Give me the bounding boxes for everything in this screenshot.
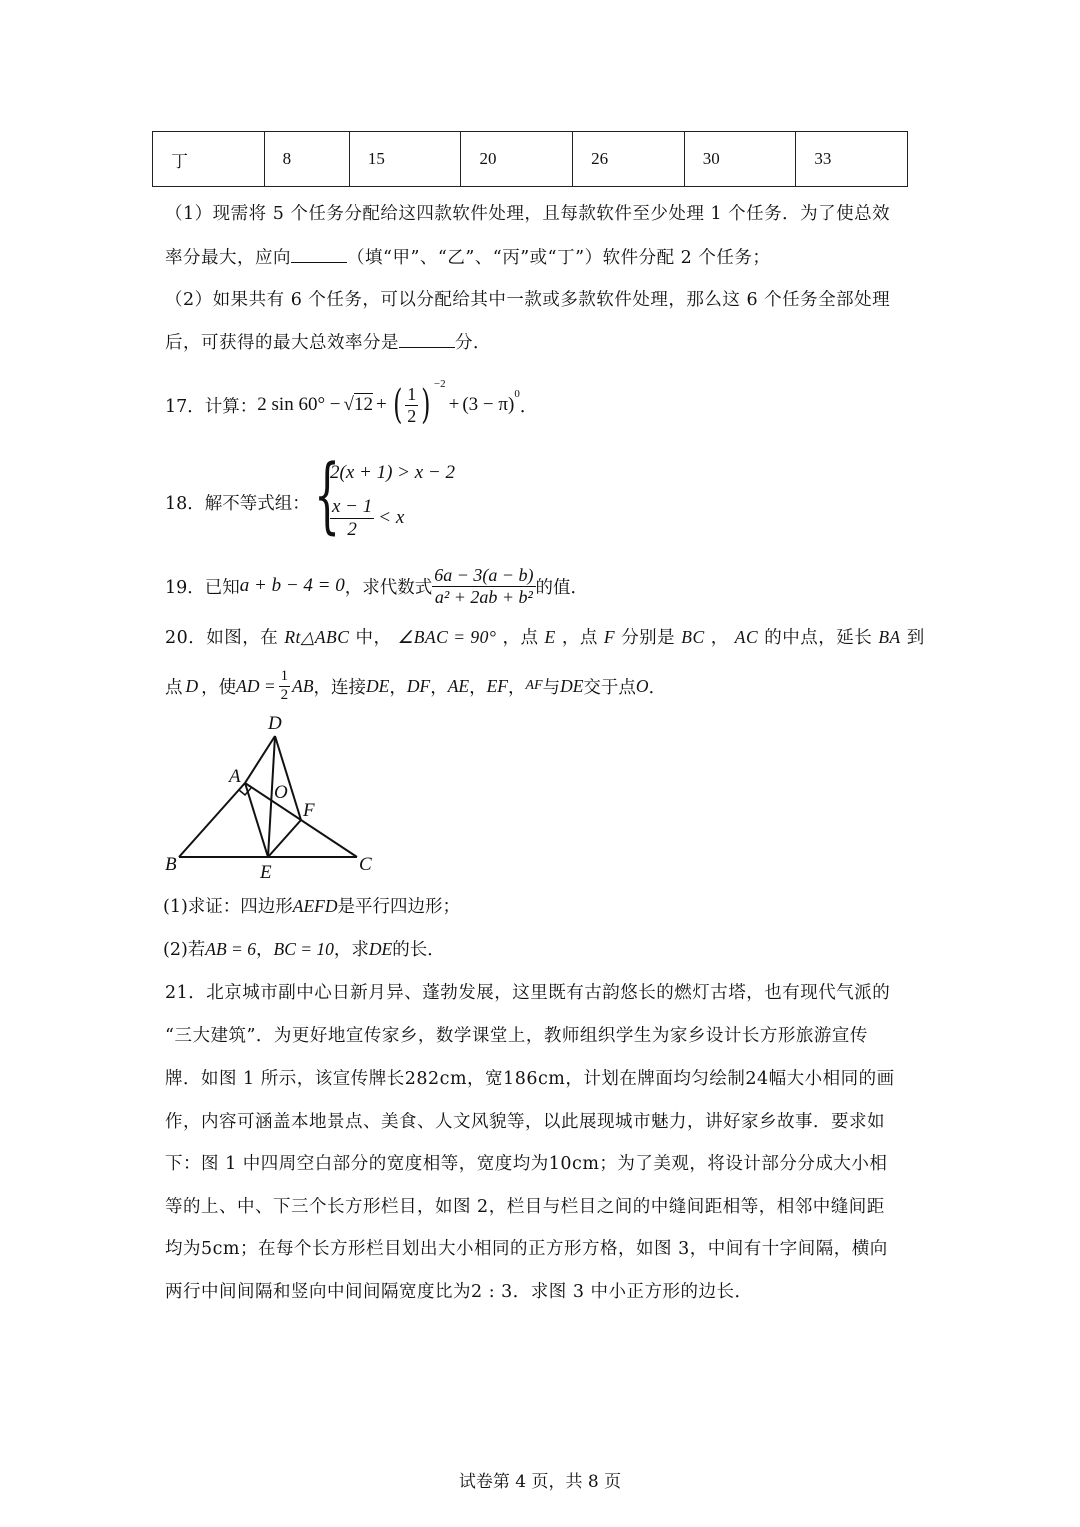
q20-var: DE: [560, 675, 584, 696]
q17-term1: 2 sin 60° −: [257, 394, 341, 415]
q17-end: ．: [519, 396, 538, 417]
q20-var: O: [635, 675, 649, 696]
q20-var: AC: [734, 627, 759, 647]
q20-var: F: [603, 627, 616, 647]
q20-text: 分别是: [621, 628, 676, 648]
q18-label: 18．解不等式组：: [165, 494, 310, 514]
q18-eq2: [330, 496, 404, 541]
q20-half-num: 1: [279, 668, 291, 686]
q20-var: Rt△ABC: [284, 627, 350, 647]
q17-sqrt-arg: 12: [353, 394, 373, 415]
q20-text: ，: [710, 628, 729, 648]
q16-part2-line1: （2）如果共有 6 个任务，可以分配给其中一款或多款软件处理，那么这 6 个任务全部处理: [165, 290, 891, 310]
q20-sub2: [163, 936, 445, 961]
q17-label: 17．计算：: [165, 396, 258, 417]
q21-line: 下：图 1 中四周空白部分的宽度相等，宽度均为10cm；为了美观，将设计部分分成大小相: [165, 1154, 888, 1174]
q20-text: 到: [906, 628, 925, 648]
q16-part1-post: （填“甲”、“乙”、“丙”或“丁”）软件分配 2 个任务；: [347, 248, 771, 268]
q20-text: 与: [542, 677, 561, 698]
q19-num: 6a − 3(a − b): [434, 564, 534, 585]
left-paren: (: [392, 382, 403, 428]
q17-exp: −2: [433, 378, 446, 390]
q19: [165, 560, 588, 612]
segment-DF: [275, 736, 301, 820]
q20-text: ，: [430, 677, 448, 698]
label-O: O: [274, 782, 288, 803]
segment-BA: [179, 783, 245, 857]
label-F: F: [303, 800, 315, 821]
q16-part1-pre: 率分最大，应向: [165, 248, 291, 268]
q17-plus2: +: [448, 394, 460, 415]
q20-sub2-de: DE: [368, 939, 393, 959]
q20-var: BC: [681, 627, 705, 647]
answer-blank: [399, 333, 455, 348]
q21-line: “三大建筑”．为更好地宣传家乡，数学课堂上，教师组织学生为家乡设计长方形旅游宣传: [165, 1026, 868, 1046]
segment-AE: [245, 783, 268, 857]
q21-line: 牌．如图 1 所示，该宣传牌长282cm，宽186cm，计划在牌面均匀绘制24幅大小相同的画: [165, 1069, 895, 1089]
q18-eq2-frac: [330, 496, 374, 541]
q20-text: 交于点: [583, 677, 636, 698]
q20-line2: [165, 663, 666, 709]
label-E: E: [260, 862, 272, 883]
label-B: B: [165, 854, 177, 875]
q20-sub1: [163, 893, 460, 918]
q20-text: 点: [165, 677, 183, 698]
q20-text: ，: [507, 677, 526, 698]
table-cell: 26: [573, 132, 685, 187]
q19-cond: a + b − 4 = 0: [239, 575, 345, 596]
efficiency-table: [152, 131, 908, 187]
q20-text: ，连接: [313, 677, 367, 698]
q20-var: AE: [447, 675, 470, 696]
label-C: C: [359, 854, 372, 875]
q18-eq2-den: 2: [347, 518, 357, 540]
answer-blank: [291, 248, 347, 263]
table-cell: 33: [796, 132, 908, 187]
label-D: D: [268, 713, 282, 734]
q20-var: EF: [486, 675, 508, 696]
q20-sub1-post: 是平行四边形；: [337, 897, 461, 917]
q20-sub1-var: AEFD: [292, 896, 338, 916]
table-row: [153, 132, 908, 187]
sqrt-sign: √12: [343, 394, 373, 415]
table-cell: 丁: [153, 132, 265, 187]
q20-var: E: [544, 627, 556, 647]
right-paren: ): [421, 382, 431, 428]
page-footer: 试卷第 4 页，共 8 页: [458, 1472, 622, 1492]
q16-part2-line2: [165, 329, 491, 354]
q20-sub2-post: 的长．: [392, 940, 445, 960]
q20-sub2-mid: ，求: [333, 940, 369, 960]
q18-eq1-text: 2(x + 1) > x − 2: [330, 462, 455, 483]
q20-sub2-sep: ，: [256, 940, 274, 960]
q20-var: AD =: [236, 675, 276, 696]
q20-sub2-ab: AB = 6: [205, 939, 256, 959]
q20-var: BA: [878, 627, 901, 647]
q17-half-num: 1: [407, 383, 417, 404]
q20-var: DE: [366, 675, 390, 696]
q16-part2-post: 分．: [455, 333, 491, 353]
q20-var: AF: [525, 678, 543, 693]
q20-sub2-bc: BC = 10: [273, 939, 334, 959]
q20-var: D: [185, 675, 199, 696]
q21-line: 21．北京城市副中心日新月异、蓬勃发展，这里既有古韵悠长的燃灯古塔，也有现代气派的: [165, 983, 891, 1003]
q18-eq2-num: x − 1: [332, 496, 373, 517]
q17-half-den: 2: [407, 405, 417, 426]
table-cell: 20: [461, 132, 573, 187]
q18-eq1: [330, 462, 455, 484]
q20-text: 的中点，延长: [764, 628, 873, 648]
q17-plus1: +: [375, 394, 387, 415]
triangle-figure: [155, 710, 395, 890]
table-cell: 15: [349, 132, 461, 187]
q21-line: 两行中间间隔和竖向中间间隔宽度比为2 : 3．求图 3 中小正方形的边长．: [165, 1282, 753, 1302]
q16-part1-line1: （1）现需将 5 个任务分配给这四款软件处理，且每款软件至少处理 1 个任务．为了使总效: [165, 204, 891, 224]
q20-text: ，点: [561, 628, 598, 648]
label-A: A: [229, 766, 241, 787]
q20-text: ，使: [201, 677, 237, 698]
q17-zero: 0: [514, 388, 520, 400]
q20-sub2-pre: (2)若: [163, 940, 206, 960]
q20-text: ，: [469, 677, 487, 698]
q20-var: ∠BAC = 90°: [397, 627, 497, 647]
q20-half: [279, 668, 291, 704]
q16-part2-pre: 后，可获得的最大总效率分是: [165, 333, 399, 353]
q20-text: ，点: [502, 628, 539, 648]
q20-var: DF: [406, 675, 431, 696]
q20-text: ．: [648, 677, 667, 698]
q21-line: 等的上、中、下三个长方形栏目，如图 2，栏目与栏目之间的中缝间距相等，相邻中缝间距: [165, 1197, 885, 1217]
q16-part1-line2: [165, 244, 770, 269]
system-brace: {: [314, 448, 341, 543]
q17-half: [405, 384, 418, 426]
table-cell: 8: [264, 132, 349, 187]
q19-pre: 19．已知: [165, 577, 240, 598]
q21-line: 均为5cm；在每个长方形栏目划出大小相同的正方形方格，如图 3，中间有十字间隔，横向: [165, 1239, 888, 1259]
q18-eq2-rest: < x: [378, 507, 405, 529]
q21-line: 作，内容可涵盖本地景点、美食、人文风貌等，以此展现城市魅力，讲好家乡故事．要求如: [165, 1112, 885, 1132]
segment-EF: [268, 820, 301, 857]
q20-text: 中，: [355, 628, 392, 648]
q17: [165, 380, 537, 430]
q20-text: ，: [389, 677, 407, 698]
q20-half-den: 2: [280, 686, 289, 703]
q17-paren: (3 − π): [462, 394, 515, 415]
q19-expression: [432, 565, 535, 607]
q20-sub1-pre: (1)求证：四边形: [163, 897, 293, 917]
q19-post: 的值．: [535, 577, 589, 598]
q19-mid: ，求代数式: [344, 577, 433, 598]
q20-text: 20．如图，在: [165, 628, 279, 648]
q20-line1: [165, 624, 925, 649]
segment-AD: [245, 736, 275, 783]
q19-den: a² + 2ab + b²: [434, 586, 533, 607]
q20-var: AB: [292, 675, 314, 696]
table-cell: 30: [684, 132, 796, 187]
